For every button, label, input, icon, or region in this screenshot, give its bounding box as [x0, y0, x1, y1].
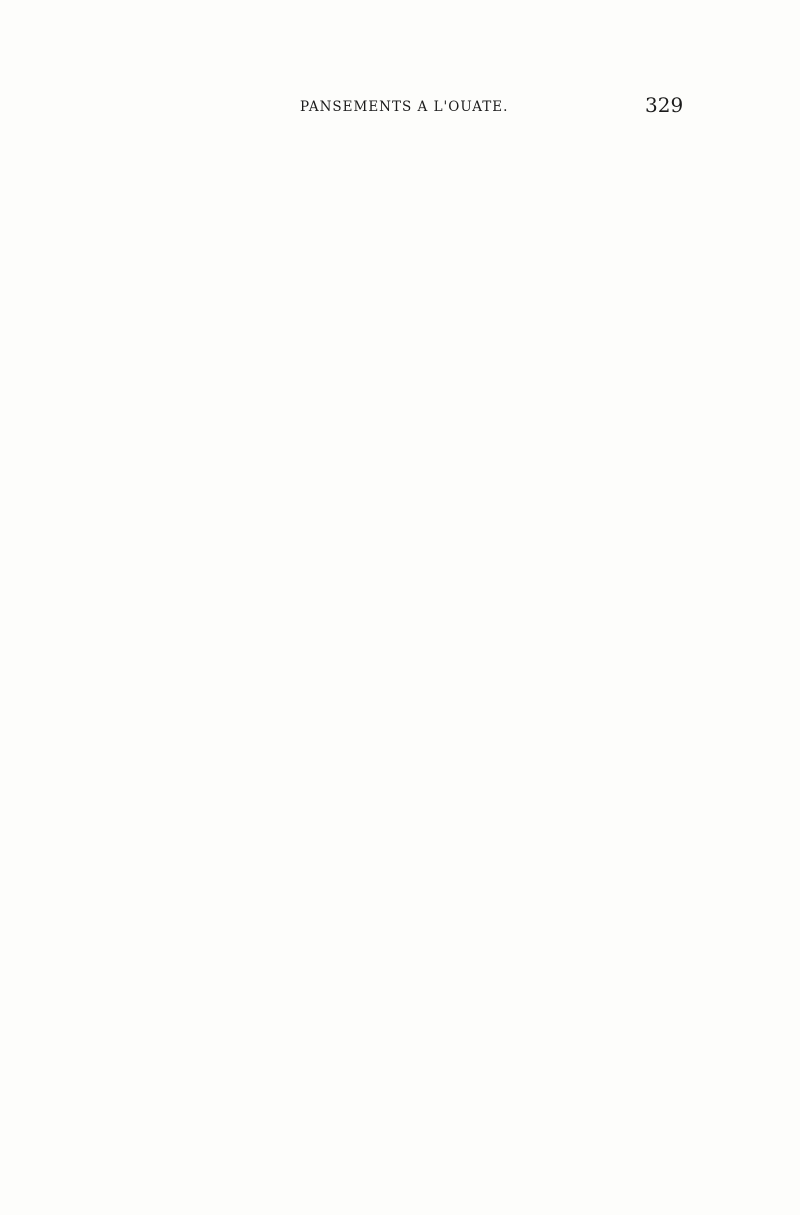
page-header: [0, 0, 800, 130]
page-number: 329: [645, 93, 684, 117]
running-head: PANSEMENTS A L'OUATE.: [300, 99, 509, 115]
